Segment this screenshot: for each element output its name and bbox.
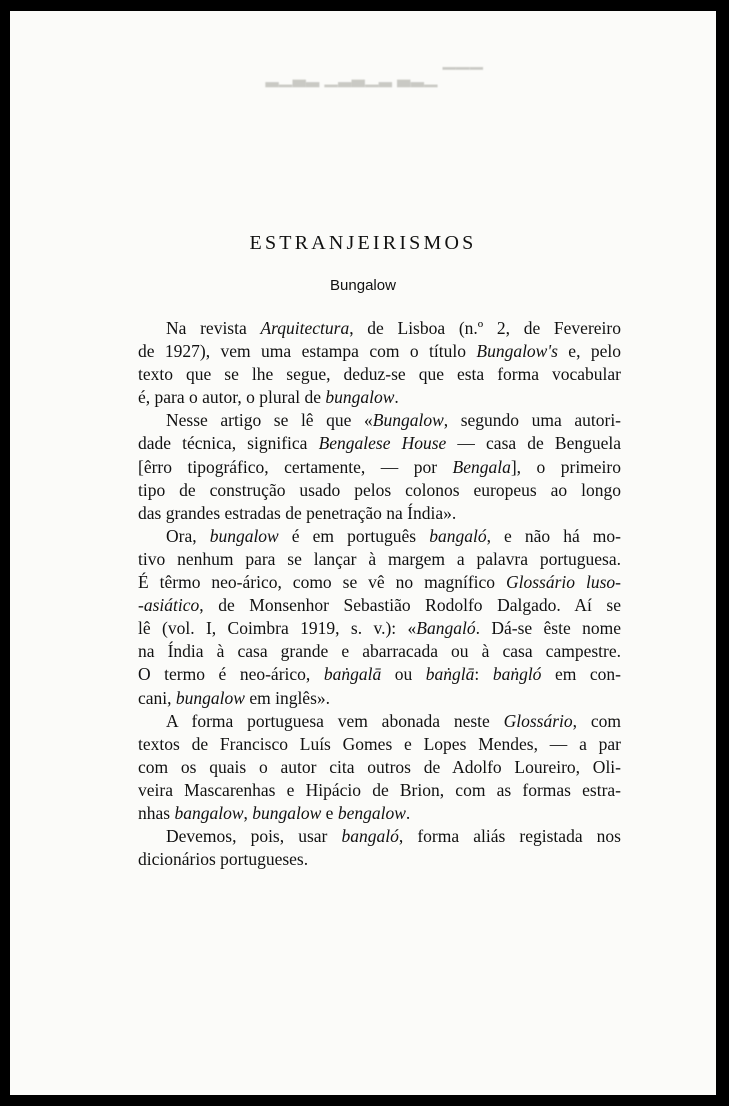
body-line-3: texto que se lhe segue, deduz-se que esta forma vocabular	[138, 364, 621, 385]
body-line-11: tivo nenhum para se lançar à margem a palavra portuguesa.	[138, 548, 621, 569]
body-line-13: -asiático, de Monsenhor Sebastião Rodolfo Dalgado. Aí se	[138, 595, 621, 616]
italic-term: Arquitectura	[260, 318, 350, 338]
italic-term: bangaló	[341, 826, 399, 847]
italic-term: baṅgalā	[323, 664, 382, 685]
body-line-7: [êrro tipográfico, certamente, — por Bengala], o primeiro	[138, 456, 621, 477]
italic-term: -asiático	[138, 595, 200, 616]
body-line-16: O termo é neo-árico, baṅgalā ou baṅglā: baṅgló em con-	[138, 664, 621, 685]
body-line-17: cani, bungalow em inglês».	[138, 687, 331, 708]
body-line-10: Ora, bungalow é em português bangaló, e não há mo-	[166, 525, 621, 546]
italic-term: baṅglā	[425, 664, 475, 685]
body-line-14: lê (vol. I, Coimbra 1919, s. v.): «Bangaló. Dá-se êste nome	[138, 618, 621, 639]
section-heading: ESTRANJEIRISMOS	[249, 232, 477, 254]
italic-term: bangalow	[174, 802, 244, 823]
body-line-24: dicionários portugueses.	[138, 849, 309, 870]
body-line-9: das grandes estradas de penetração na Índia».	[138, 502, 457, 523]
italic-term: Bungalow's	[476, 341, 558, 362]
body-line-4: é, para o autor, o plural de bungalow.	[138, 387, 399, 408]
body-line-8: tipo de construção usado pelos colonos europeus ao longo	[138, 479, 621, 500]
body-line-18: A forma portuguesa vem abonada neste Glossário, com	[166, 710, 621, 731]
body-line-15: na Índia à casa grande e abarracada ou à casa campestre.	[138, 641, 621, 662]
italic-term: bangaló	[429, 525, 487, 546]
body-line-21: veira Mascarenhas e Hipácio de Brion, com as formas estra-	[138, 779, 621, 800]
italic-term: Bengalese House	[318, 433, 447, 454]
italic-term: bungalow	[175, 687, 245, 708]
article-title: Bungalow	[330, 277, 396, 294]
article-body	[138, 317, 621, 871]
body-line-12: É têrmo neo-árico, como se vê no magnífico Glossário luso-	[138, 572, 621, 593]
italic-term: bengalow	[337, 802, 406, 823]
body-line-23: Devemos, pois, usar bangaló, forma aliás registada nos	[166, 826, 621, 847]
body-line-22: nhas bangalow, bungalow e bengalow.	[138, 802, 411, 823]
italic-term: baṅgló	[492, 664, 542, 685]
italic-term: Bengala	[452, 456, 511, 477]
page	[10, 11, 716, 1095]
body-line-19: textos de Francisco Luís Gomes e Lopes Mendes, — a par	[138, 733, 621, 754]
body-line-5: Nesse artigo se lê que «Bungalow, segundo uma autori-	[166, 410, 622, 431]
italic-term: Glossário luso-	[506, 572, 621, 593]
italic-term: bungalow	[252, 802, 322, 823]
italic-term: Bangaló	[416, 618, 476, 639]
body-line-20: com os quais o autor cita outros de Adolfo Loureiro, Oli-	[138, 756, 621, 777]
italic-term: Bungalow	[372, 410, 444, 431]
italic-term: bungalow	[209, 525, 279, 546]
body-line-6: dade técnica, significa Bengalese House — casa de Benguela	[138, 433, 621, 454]
body-line-2: de 1927), vem uma estampa com o título Bungalow's e, pelo	[138, 341, 621, 362]
body-line-1: Na revista Arquitectura, de Lisboa (n.º 2, de Fevereiro	[166, 318, 621, 338]
show-through-header: ▔▔▔ ▁▂▃ ▂▁▃▂▁ ▂▃▁▂	[265, 68, 483, 87]
italic-term: bungalow	[325, 387, 395, 408]
italic-term: Glossário	[503, 710, 573, 731]
